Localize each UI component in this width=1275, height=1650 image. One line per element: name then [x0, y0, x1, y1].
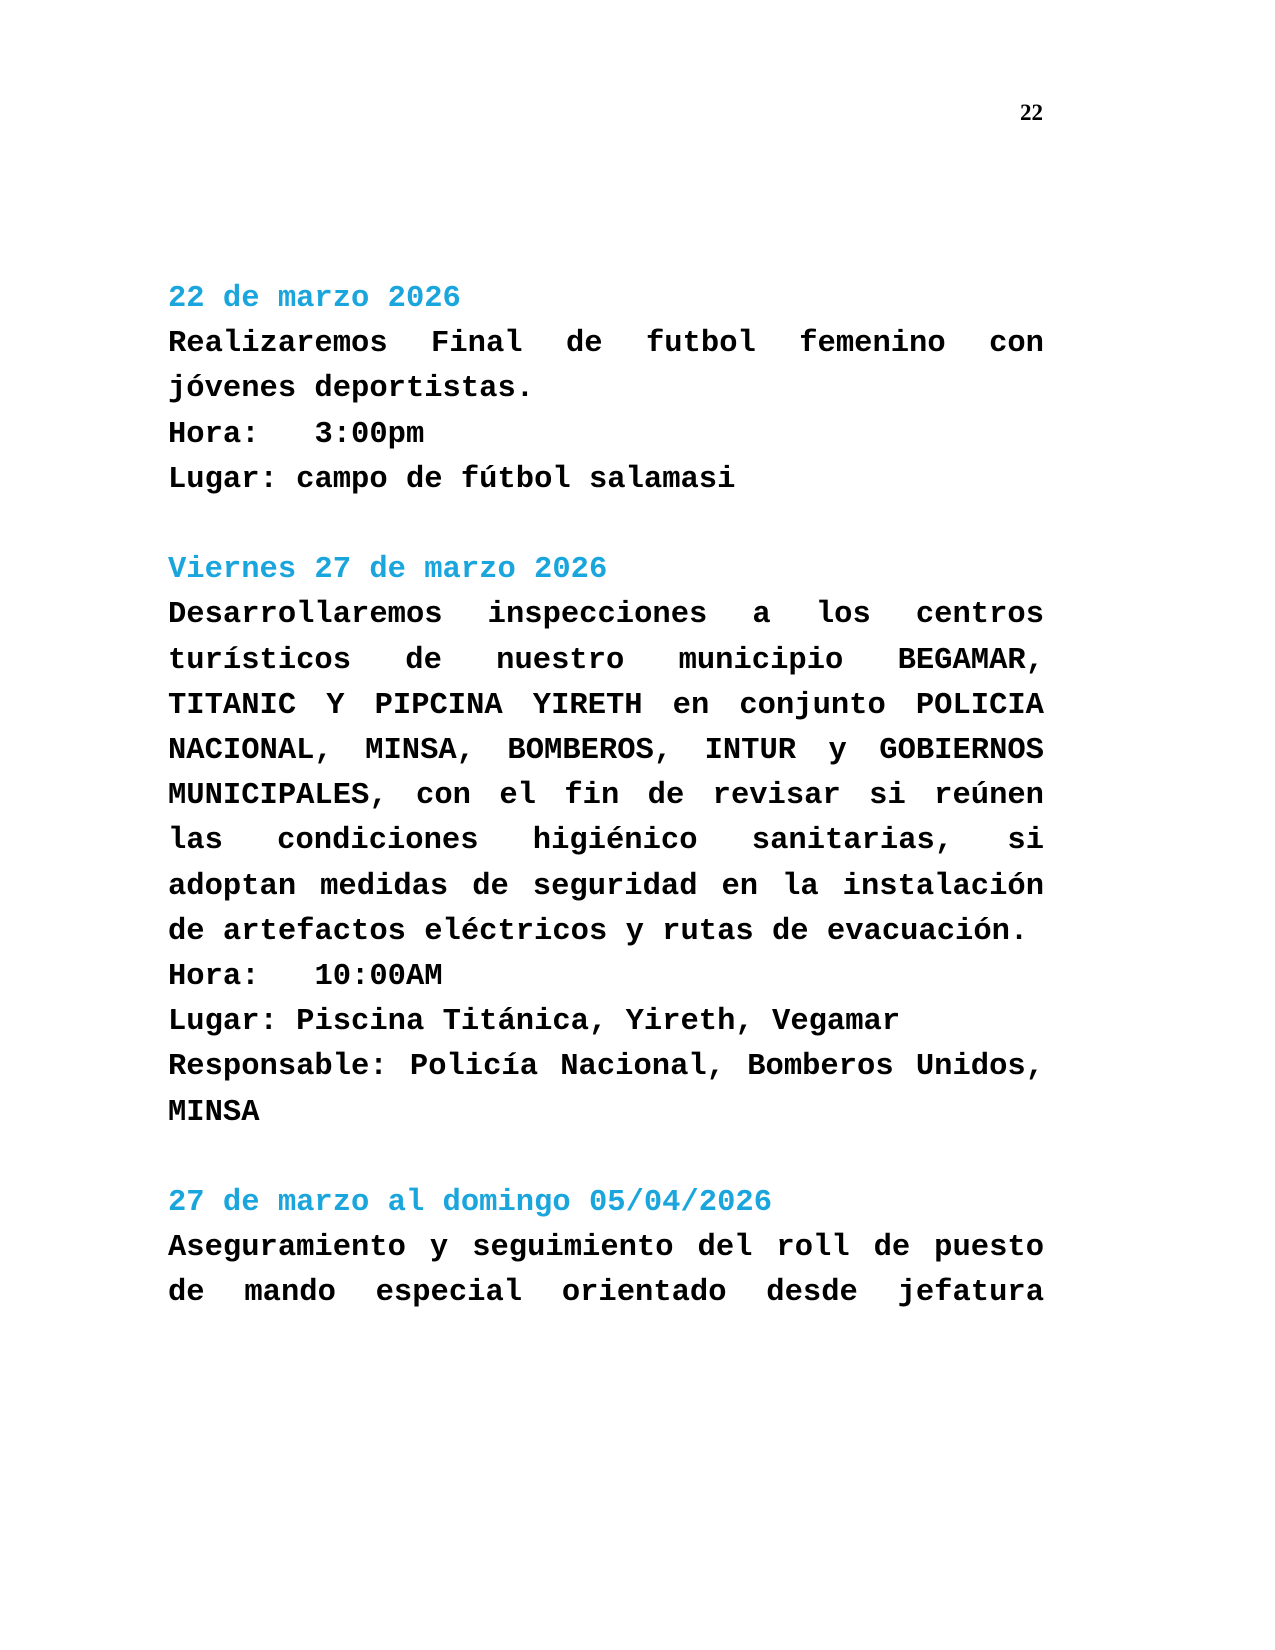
time-label: Hora:	[168, 960, 260, 995]
event-time	[168, 955, 1044, 1000]
event-place	[168, 458, 1044, 503]
time-value: 3:00pm	[314, 417, 425, 452]
responsible-label: Responsable:	[168, 1050, 388, 1085]
place-value: campo de fútbol salamasi	[296, 462, 736, 497]
event-place	[168, 1000, 1044, 1045]
event-time	[168, 413, 1044, 458]
event-responsible	[168, 1045, 1044, 1135]
place-label: Lugar:	[168, 1005, 278, 1040]
responsible-value: Policía Nacional, Bomberos Unidos, MINSA	[168, 1050, 1044, 1130]
event-description: Desarrollaremos inspecciones a los centros turísticos de nuestro municipio BEGAMAR, TITANIC Y PIPCINA YIRETH en conjunto POLICIA NACIONAL, MINSA, BOMBEROS, INTUR y GOBIERNOS MUNICIPALES, con el fin de revisar si reúnen las condiciones higiénico sanitarias, si adoptan medidas de seguridad en la instalación de artefactos eléctricos y rutas de evacuación.	[168, 598, 1044, 949]
event-section-2	[168, 548, 1044, 1136]
place-value: Piscina Titánica, Yireth, Vegamar	[296, 1005, 901, 1040]
event-section-1	[168, 277, 1044, 503]
time-value: 10:00AM	[314, 960, 443, 995]
time-label: Hora:	[168, 417, 260, 452]
event-description: Aseguramiento y seguimiento del roll de puesto de mando especial orientado desde jefatura	[168, 1231, 1044, 1311]
event-date-heading: 27 de marzo al domingo 05/04/2026	[168, 1186, 772, 1221]
page-number: 22	[1020, 100, 1043, 125]
place-label: Lugar:	[168, 462, 278, 497]
event-date-heading: 22 de marzo 2026	[168, 282, 461, 316]
document-body	[168, 277, 1044, 1362]
event-date-heading: Viernes 27 de marzo 2026	[168, 553, 608, 588]
event-description: Realizaremos Final de futbol femenino con jóvenes deportistas.	[168, 327, 1044, 407]
event-section-3	[168, 1181, 1044, 1317]
